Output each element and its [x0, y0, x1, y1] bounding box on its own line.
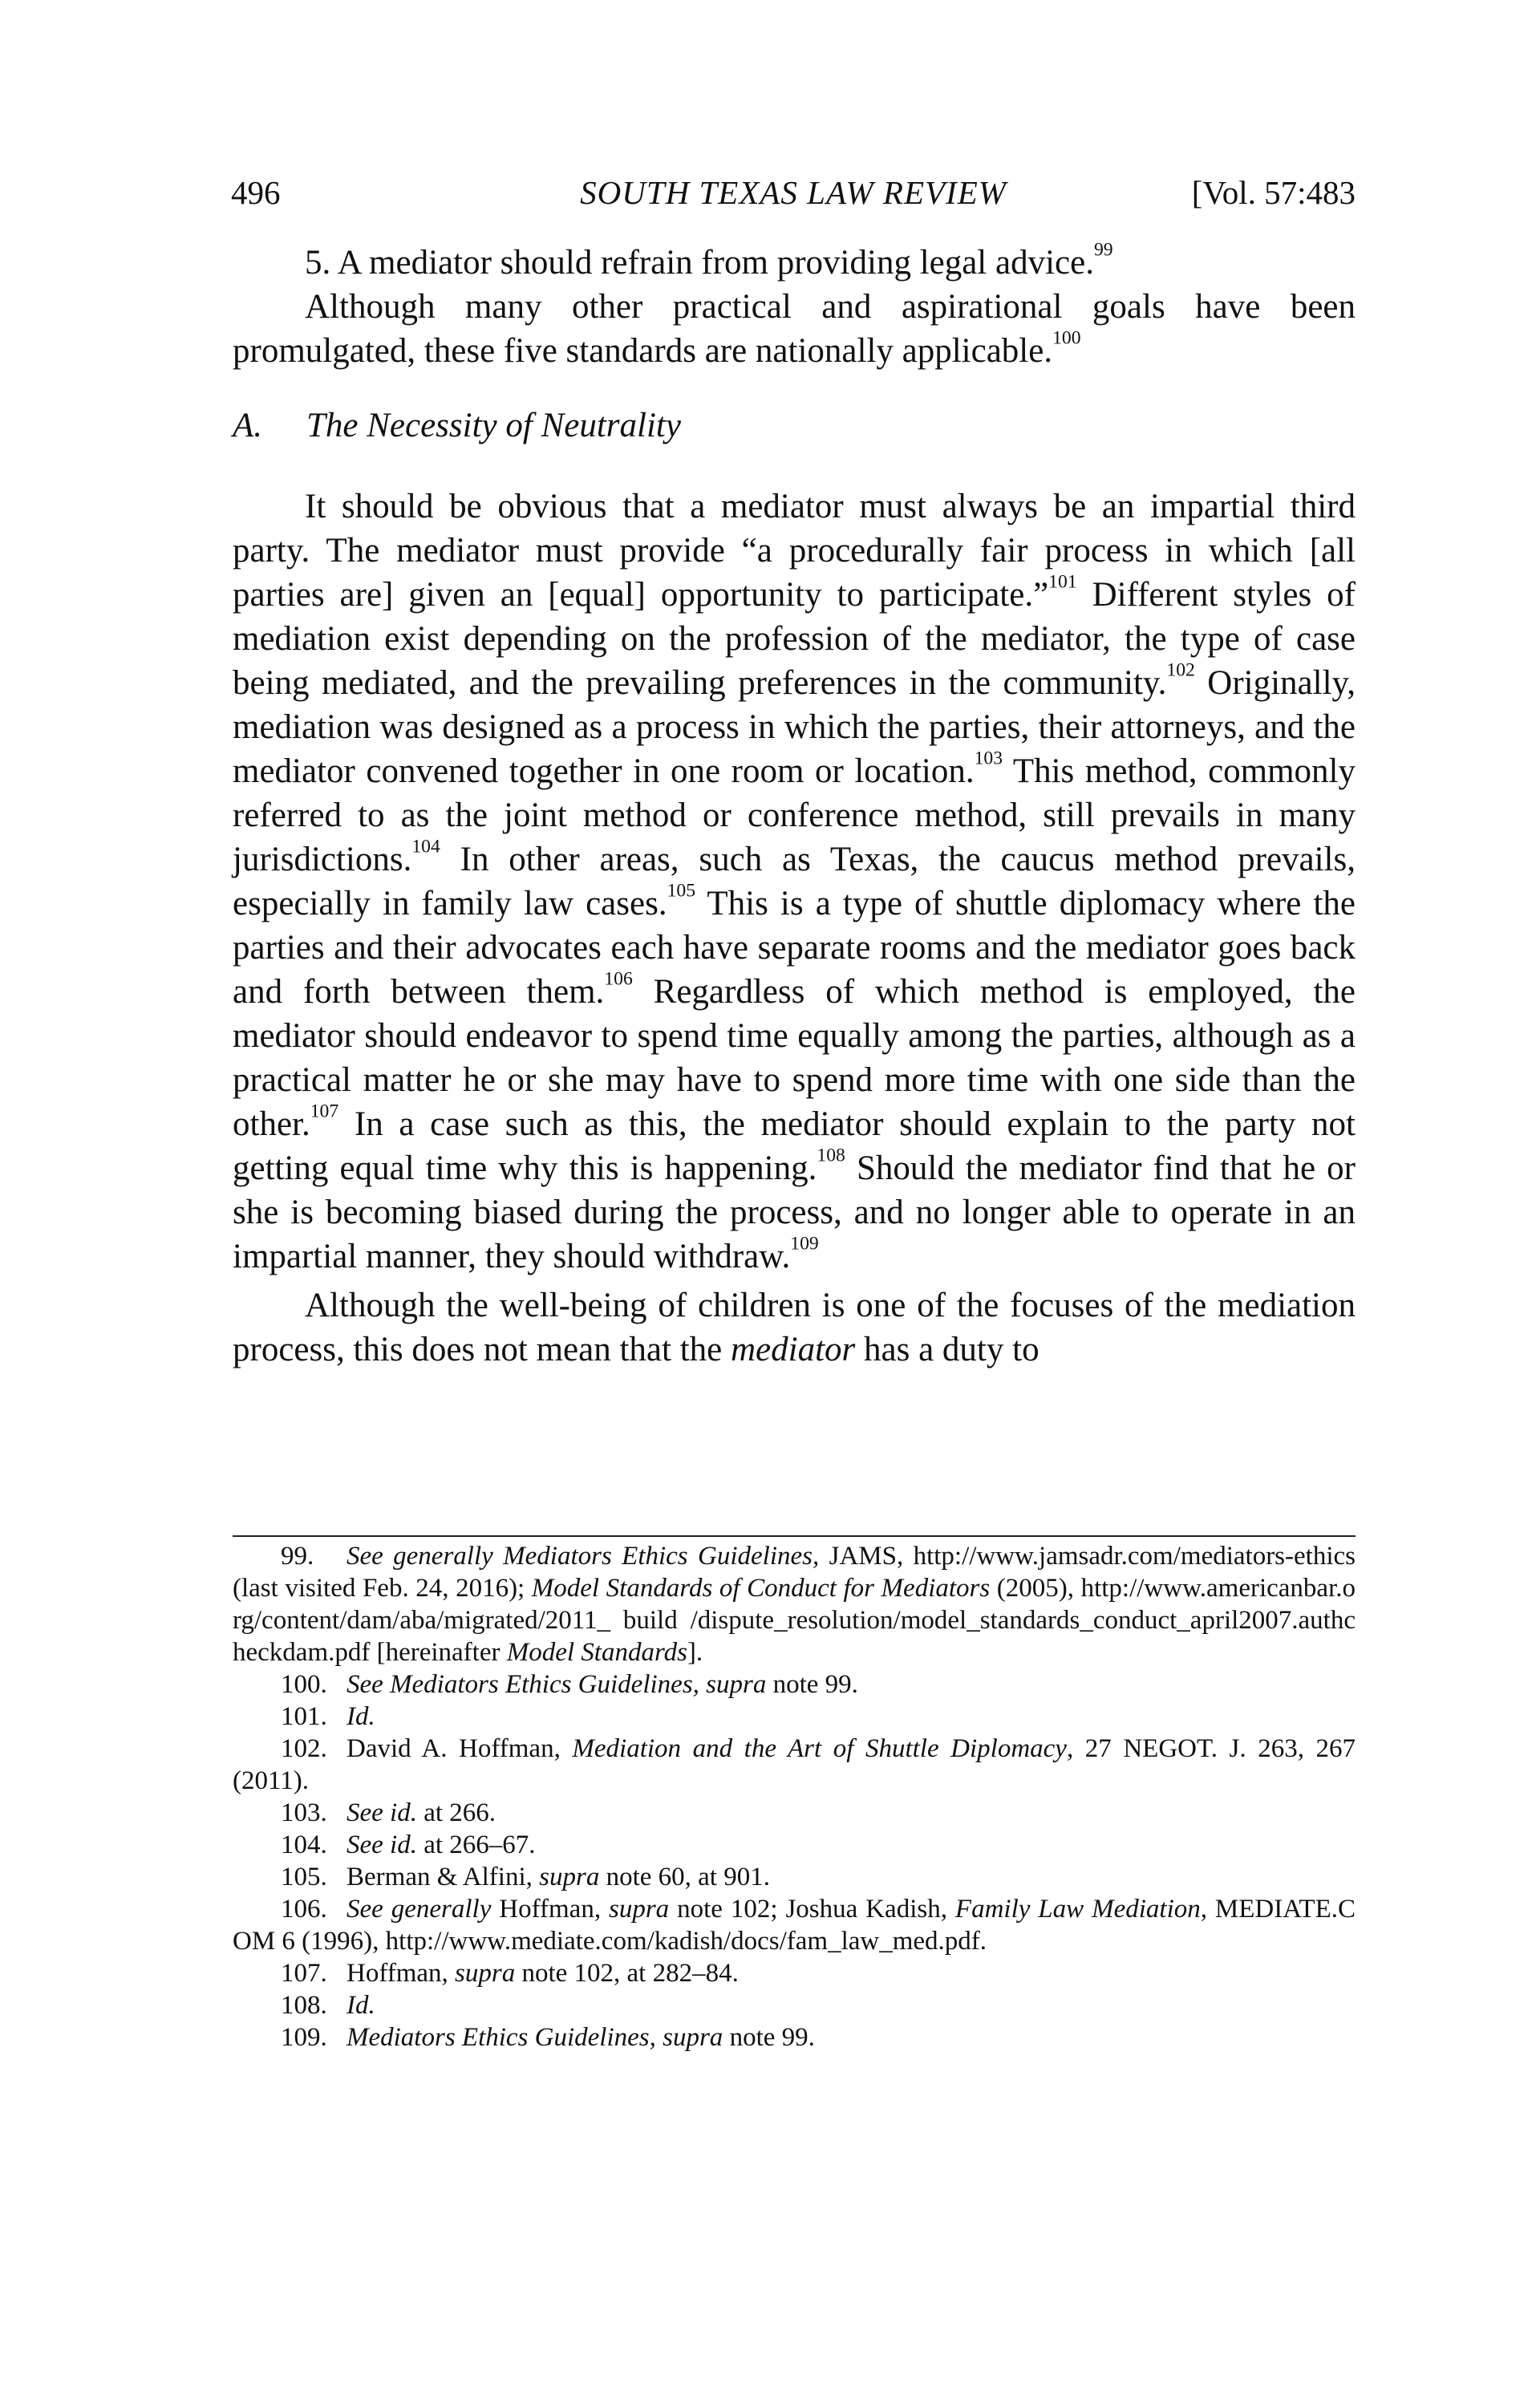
running-header: [231, 168, 1356, 217]
footnote-103: 103. See id. at 266.: [281, 1798, 496, 1827]
footnote-divider: [233, 1535, 1356, 1537]
section-heading: [233, 403, 1356, 448]
footnote-108: 108. Id.: [281, 1991, 375, 2020]
footnote-107: 107. Hoffman, supra note 102, at 282–84.: [281, 1959, 739, 1988]
page-number: 496: [231, 174, 281, 211]
footnote-number: 99.: [281, 1542, 314, 1571]
standard-list-item: 5. A mediator should refrain from providing legal advice.$^{99}$: [305, 239, 1113, 282]
neutrality-paragraph: It should be obvious that a mediator must always be an impartial third party. The mediator must provide “a procedurally fair process in which [all parties are] given an [equal] opportunity to participate.”$^{101}$ Different styles of mediation exist depending on the profession of the mediator, the type of case being mediated, and the prevailing preferences in the community.$^{102}$ Originally, mediation was designed as a process in which the parties, their attorneys, and the mediator convened together in one room or location.$^{103}$ This method, commonly referred to as the joint method or conference method, still prevails in many jurisdictions.$^{104}$ In other areas, such as Texas, the caucus method prevails, especially in family law cases.$^{105}$ This is a type of shuttle diplomacy where the parties and their advocates each have separate rooms and the mediator goes back and forth between them.$^{106}$ Regardless of which method is employed, the mediator should endeavor to spend time equally among the parties, although as a practical matter he or she may have to spend more time with one side than the other.$^{107}$ In a case such as this, the mediator should explain to the party not getting equal time why this is happening.$^{108}$ Should the mediator find that he or she is becoming biased during the process, and no longer able to operate in an impartial manner, they should withdraw.$^{109}$: [233, 488, 1356, 1275]
footnote-number: 105.: [281, 1863, 327, 1891]
footnote-ref[interactable]: 104: [411, 836, 440, 857]
footnote-ref[interactable]: 109: [790, 1233, 819, 1255]
footnote-ref[interactable]: 105: [667, 880, 696, 902]
section-title: The Necessity of Neutrality: [306, 407, 681, 444]
footnote-ref[interactable]: 100: [1052, 327, 1081, 349]
children-paragraph: Although the well-being of children is one of the focuses of the mediation process, this does not mean that the mediator has a duty to: [233, 1287, 1356, 1368]
footnote-102: 102. David A. Hoffman, Mediation and the Art of Shuttle Diplomacy, 27 NEGOT. J. 263, 267 (2011).: [233, 1734, 1356, 1795]
footnote-106: 106. See generally Hoffman, supra note 102; Joshua Kadish, Family Law Mediation, MEDIATE.COM 6 (1996), http://www.mediate.com/kadish/docs/fam_law_med.pdf.: [233, 1895, 1356, 1956]
journal-title: SOUTH TEXAS LAW REVIEW: [580, 174, 1007, 211]
footnote-number: 109.: [281, 2023, 327, 2052]
footnote-100: 100. See Mediators Ethics Guidelines, supra note 99.: [281, 1670, 858, 1699]
volume-citation: [Vol. 57:483: [1191, 174, 1356, 211]
footnote-number: 104.: [281, 1830, 327, 1859]
footnote-ref[interactable]: 107: [310, 1101, 339, 1122]
footnote-99: 99. See generally Mediators Ethics Guidelines, JAMS, http://www.jamsadr.com/mediators-ethics (last visited Feb. 24, 2016); Model Standards of Conduct for Mediators (2005), http://www.americanbar.org/content/dam/aba/migrated/2011_ build /dispute_resolution/model_standards_conduct_april2007.authcheckdam.pdf [hereinafter Model Standards].: [233, 1542, 1356, 1667]
footnote-ref[interactable]: 99: [1093, 239, 1113, 261]
footnote-ref[interactable]: 106: [604, 968, 633, 990]
footnote-109: 109. Mediators Ethics Guidelines, supra note 99.: [281, 2023, 815, 2052]
footnote-number: 108.: [281, 1991, 327, 2020]
footnote-number: 100.: [281, 1670, 327, 1699]
intro-paragraph: Although many other practical and aspirational goals have been promulgated, these five standards are nationally applicable.$^{100}$: [233, 288, 1356, 370]
footnote-number: 107.: [281, 1959, 327, 1988]
footnote-number: 101.: [281, 1702, 327, 1731]
footnote-ref[interactable]: 101: [1048, 571, 1077, 593]
section-letter: A.: [233, 407, 263, 444]
footnote-number: 103.: [281, 1798, 327, 1827]
footnote-101: 101. Id.: [281, 1702, 375, 1731]
footnote-number: 102.: [281, 1734, 327, 1763]
footnote-ref[interactable]: 108: [817, 1145, 845, 1166]
footnotes: [233, 1540, 1356, 2053]
footnote-105: 105. Berman & Alfini, supra note 60, at 901.: [281, 1863, 770, 1891]
footnote-number: 106.: [281, 1895, 327, 1924]
footnote-104: 104. See id. at 266–67.: [281, 1830, 536, 1859]
footnote-ref[interactable]: 102: [1166, 659, 1195, 681]
main-text: [233, 241, 1356, 1372]
footnote-ref[interactable]: 103: [974, 748, 1003, 769]
